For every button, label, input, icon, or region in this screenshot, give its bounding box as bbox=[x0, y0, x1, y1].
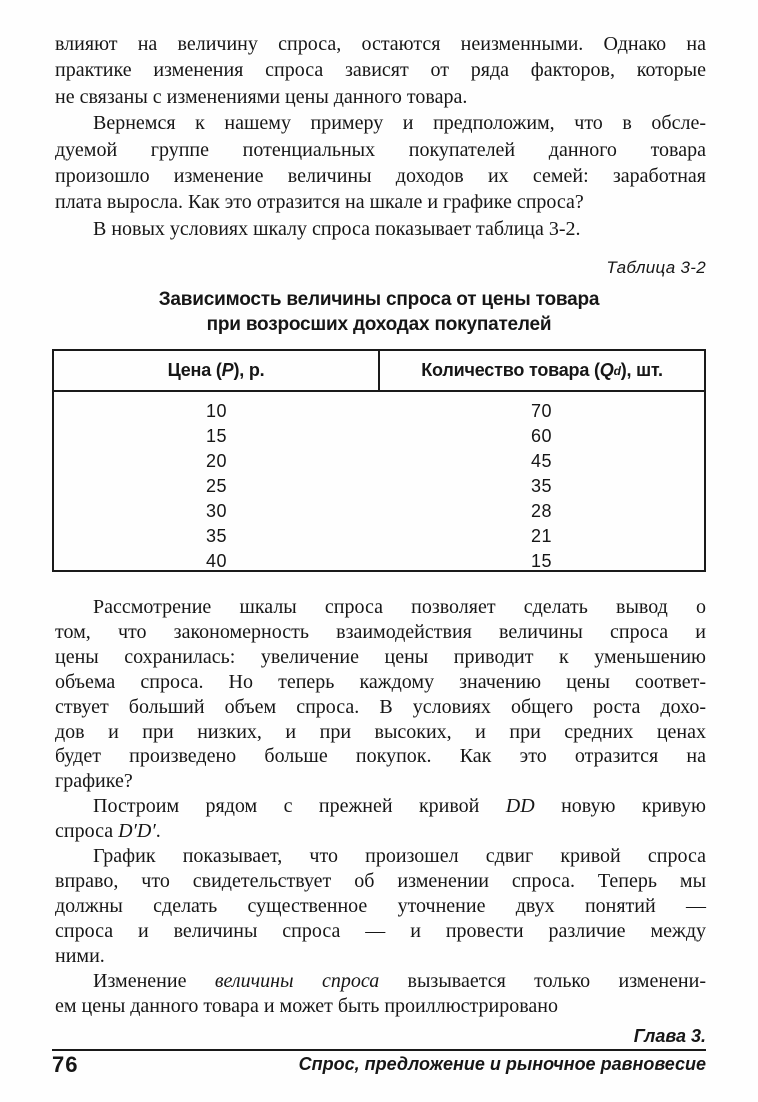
quantity-cell: 28 bbox=[530, 501, 553, 521]
footer-chapter-label: Глава 3. bbox=[633, 1026, 706, 1046]
quantity-column-header bbox=[380, 351, 704, 390]
table-row bbox=[54, 424, 704, 449]
paragraph-line bbox=[55, 994, 706, 1019]
header-text: Количество товара ( bbox=[421, 360, 600, 380]
text-segment: Рассмотрение шкалы спроса позволяет сделать вывод о bbox=[93, 596, 706, 618]
table-row bbox=[54, 499, 704, 524]
text-segment: дов и при низких, и при высоких, и при средних ценах bbox=[55, 720, 706, 743]
paragraph-line bbox=[55, 944, 706, 969]
paragraph-line bbox=[55, 819, 706, 844]
quantity-cell: 15 bbox=[530, 551, 553, 571]
italic-text-segment: величины спроса bbox=[214, 969, 380, 992]
italic-text-segment: D′D′ bbox=[118, 820, 156, 843]
quantity-cell: 70 bbox=[530, 401, 553, 421]
paragraph-line bbox=[55, 869, 706, 894]
text-segment: том, что закономерность взаимодействия величины спроса и bbox=[55, 620, 706, 643]
text-segment: плата выросла. Как это отразится на шкале и графике спроса? bbox=[55, 191, 584, 214]
table-body bbox=[54, 392, 704, 574]
paragraph-line bbox=[55, 595, 706, 620]
text-segment: должны сделать существенное уточнение двух понятий — bbox=[55, 894, 706, 917]
footer-row bbox=[52, 1052, 706, 1078]
paragraph-line bbox=[55, 137, 706, 163]
paragraph-line bbox=[55, 919, 706, 944]
page-number: 76 bbox=[52, 1052, 79, 1077]
price-cell: 25 bbox=[205, 476, 228, 496]
price-cell: 20 bbox=[205, 451, 228, 471]
paragraph-line bbox=[55, 695, 706, 720]
price-cell: 35 bbox=[205, 526, 228, 546]
text-segment: влияют на величину спроса, остаются неизменными. Однако на bbox=[55, 33, 706, 55]
paragraph-line bbox=[55, 31, 706, 57]
text-segment: ем цены данного товара и может быть проиллюстрировано bbox=[55, 994, 558, 1017]
text-segment: В новых условиях шкалу спроса показывает таблица 3-2. bbox=[93, 217, 581, 240]
paragraph-line bbox=[55, 189, 706, 215]
price-cell: 15 bbox=[205, 426, 228, 446]
paragraph-line bbox=[55, 969, 706, 994]
text-segment: графике? bbox=[55, 770, 133, 793]
text-segment: новую кривую bbox=[534, 795, 706, 818]
paragraph-line bbox=[55, 769, 706, 794]
table-header-row bbox=[54, 351, 704, 392]
price-cell: 40 bbox=[205, 551, 228, 571]
price-cell: 30 bbox=[205, 501, 228, 521]
text-segment: Построим рядом с прежней кривой bbox=[93, 795, 506, 818]
text-segment: спроса и величины спроса — и провести различие между bbox=[55, 919, 706, 942]
table-row bbox=[54, 474, 704, 499]
paragraph-line bbox=[55, 670, 706, 695]
paragraph-line bbox=[55, 620, 706, 645]
paragraph-line bbox=[55, 645, 706, 670]
text-segment: вызывается только изменени- bbox=[379, 969, 706, 992]
demand-schedule-table bbox=[52, 349, 706, 572]
quantity-cell: 60 bbox=[530, 426, 553, 446]
italic-text-segment: DD bbox=[505, 795, 535, 818]
header-text: ), шт. bbox=[620, 360, 663, 380]
text-segment: Вернемся к нашему примеру и предположим, что в обсле- bbox=[93, 112, 706, 135]
paragraph-line bbox=[55, 84, 706, 110]
table-label: Таблица 3-2 bbox=[606, 258, 706, 277]
text-segment: вправо, что свидетельствует об изменении спроса. Теперь мы bbox=[55, 869, 706, 892]
text-segment: дуемой группе потенциальных покупателей данного товара bbox=[55, 138, 706, 161]
paragraph-line bbox=[55, 110, 706, 136]
price-cell: 10 bbox=[205, 401, 228, 421]
paragraph-line bbox=[55, 744, 706, 769]
paragraph-line bbox=[55, 57, 706, 83]
text-segment: будет произведено больше покупок. Как это отразится на bbox=[55, 745, 706, 768]
text-segment: ними. bbox=[55, 944, 105, 967]
table-row bbox=[54, 399, 704, 424]
text-segment: практике изменения спроса зависят от ряда факторов, которые bbox=[55, 59, 706, 82]
table-row bbox=[54, 524, 704, 549]
text-segment: . bbox=[155, 820, 161, 843]
text-segment: спроса bbox=[55, 820, 119, 843]
text-segment: произошло изменение величины доходов их семей: заработная bbox=[55, 165, 706, 188]
paragraph-line bbox=[55, 894, 706, 919]
text-segment: ствует больший объем спроса. В условиях общего роста дохо- bbox=[55, 695, 706, 718]
table-title-line1: Зависимость величины спроса от цены товара bbox=[158, 289, 600, 310]
body-text-bottom bbox=[55, 595, 706, 1018]
price-symbol: P bbox=[221, 360, 234, 380]
text-segment: цены сохранилась: увеличение цены приводит к уменьшению bbox=[55, 645, 706, 668]
quantity-subscript: d bbox=[613, 363, 621, 378]
footer-book-title: Спрос, предложение и рыночное равновесие bbox=[298, 1054, 706, 1074]
paragraph-line bbox=[55, 216, 706, 242]
quantity-cell: 21 bbox=[530, 526, 553, 546]
text-segment: не связаны с изменениями цены данного товара. bbox=[55, 85, 468, 108]
price-column-header bbox=[54, 351, 380, 390]
body-text-top bbox=[55, 31, 706, 242]
table-title bbox=[52, 287, 706, 337]
paragraph-line bbox=[55, 720, 706, 745]
quantity-symbol: Q bbox=[599, 360, 614, 380]
paragraph-line bbox=[55, 163, 706, 189]
footer-rule bbox=[52, 1049, 706, 1051]
text-segment: График показывает, что произошел сдвиг кривой спроса bbox=[93, 845, 706, 868]
table-row bbox=[54, 549, 704, 574]
paragraph-line bbox=[55, 794, 706, 819]
text-segment: Изменение bbox=[93, 969, 215, 992]
header-text: ), р. bbox=[233, 360, 265, 380]
paragraph-line bbox=[55, 844, 706, 869]
table-row bbox=[54, 449, 704, 474]
text-segment: объема спроса. Но теперь каждому значению цены соответ- bbox=[55, 670, 706, 693]
quantity-cell: 35 bbox=[530, 476, 553, 496]
quantity-cell: 45 bbox=[530, 451, 553, 471]
table-title-line2: при возросших доходах покупателей bbox=[206, 314, 552, 335]
header-text: Цена ( bbox=[167, 360, 222, 380]
